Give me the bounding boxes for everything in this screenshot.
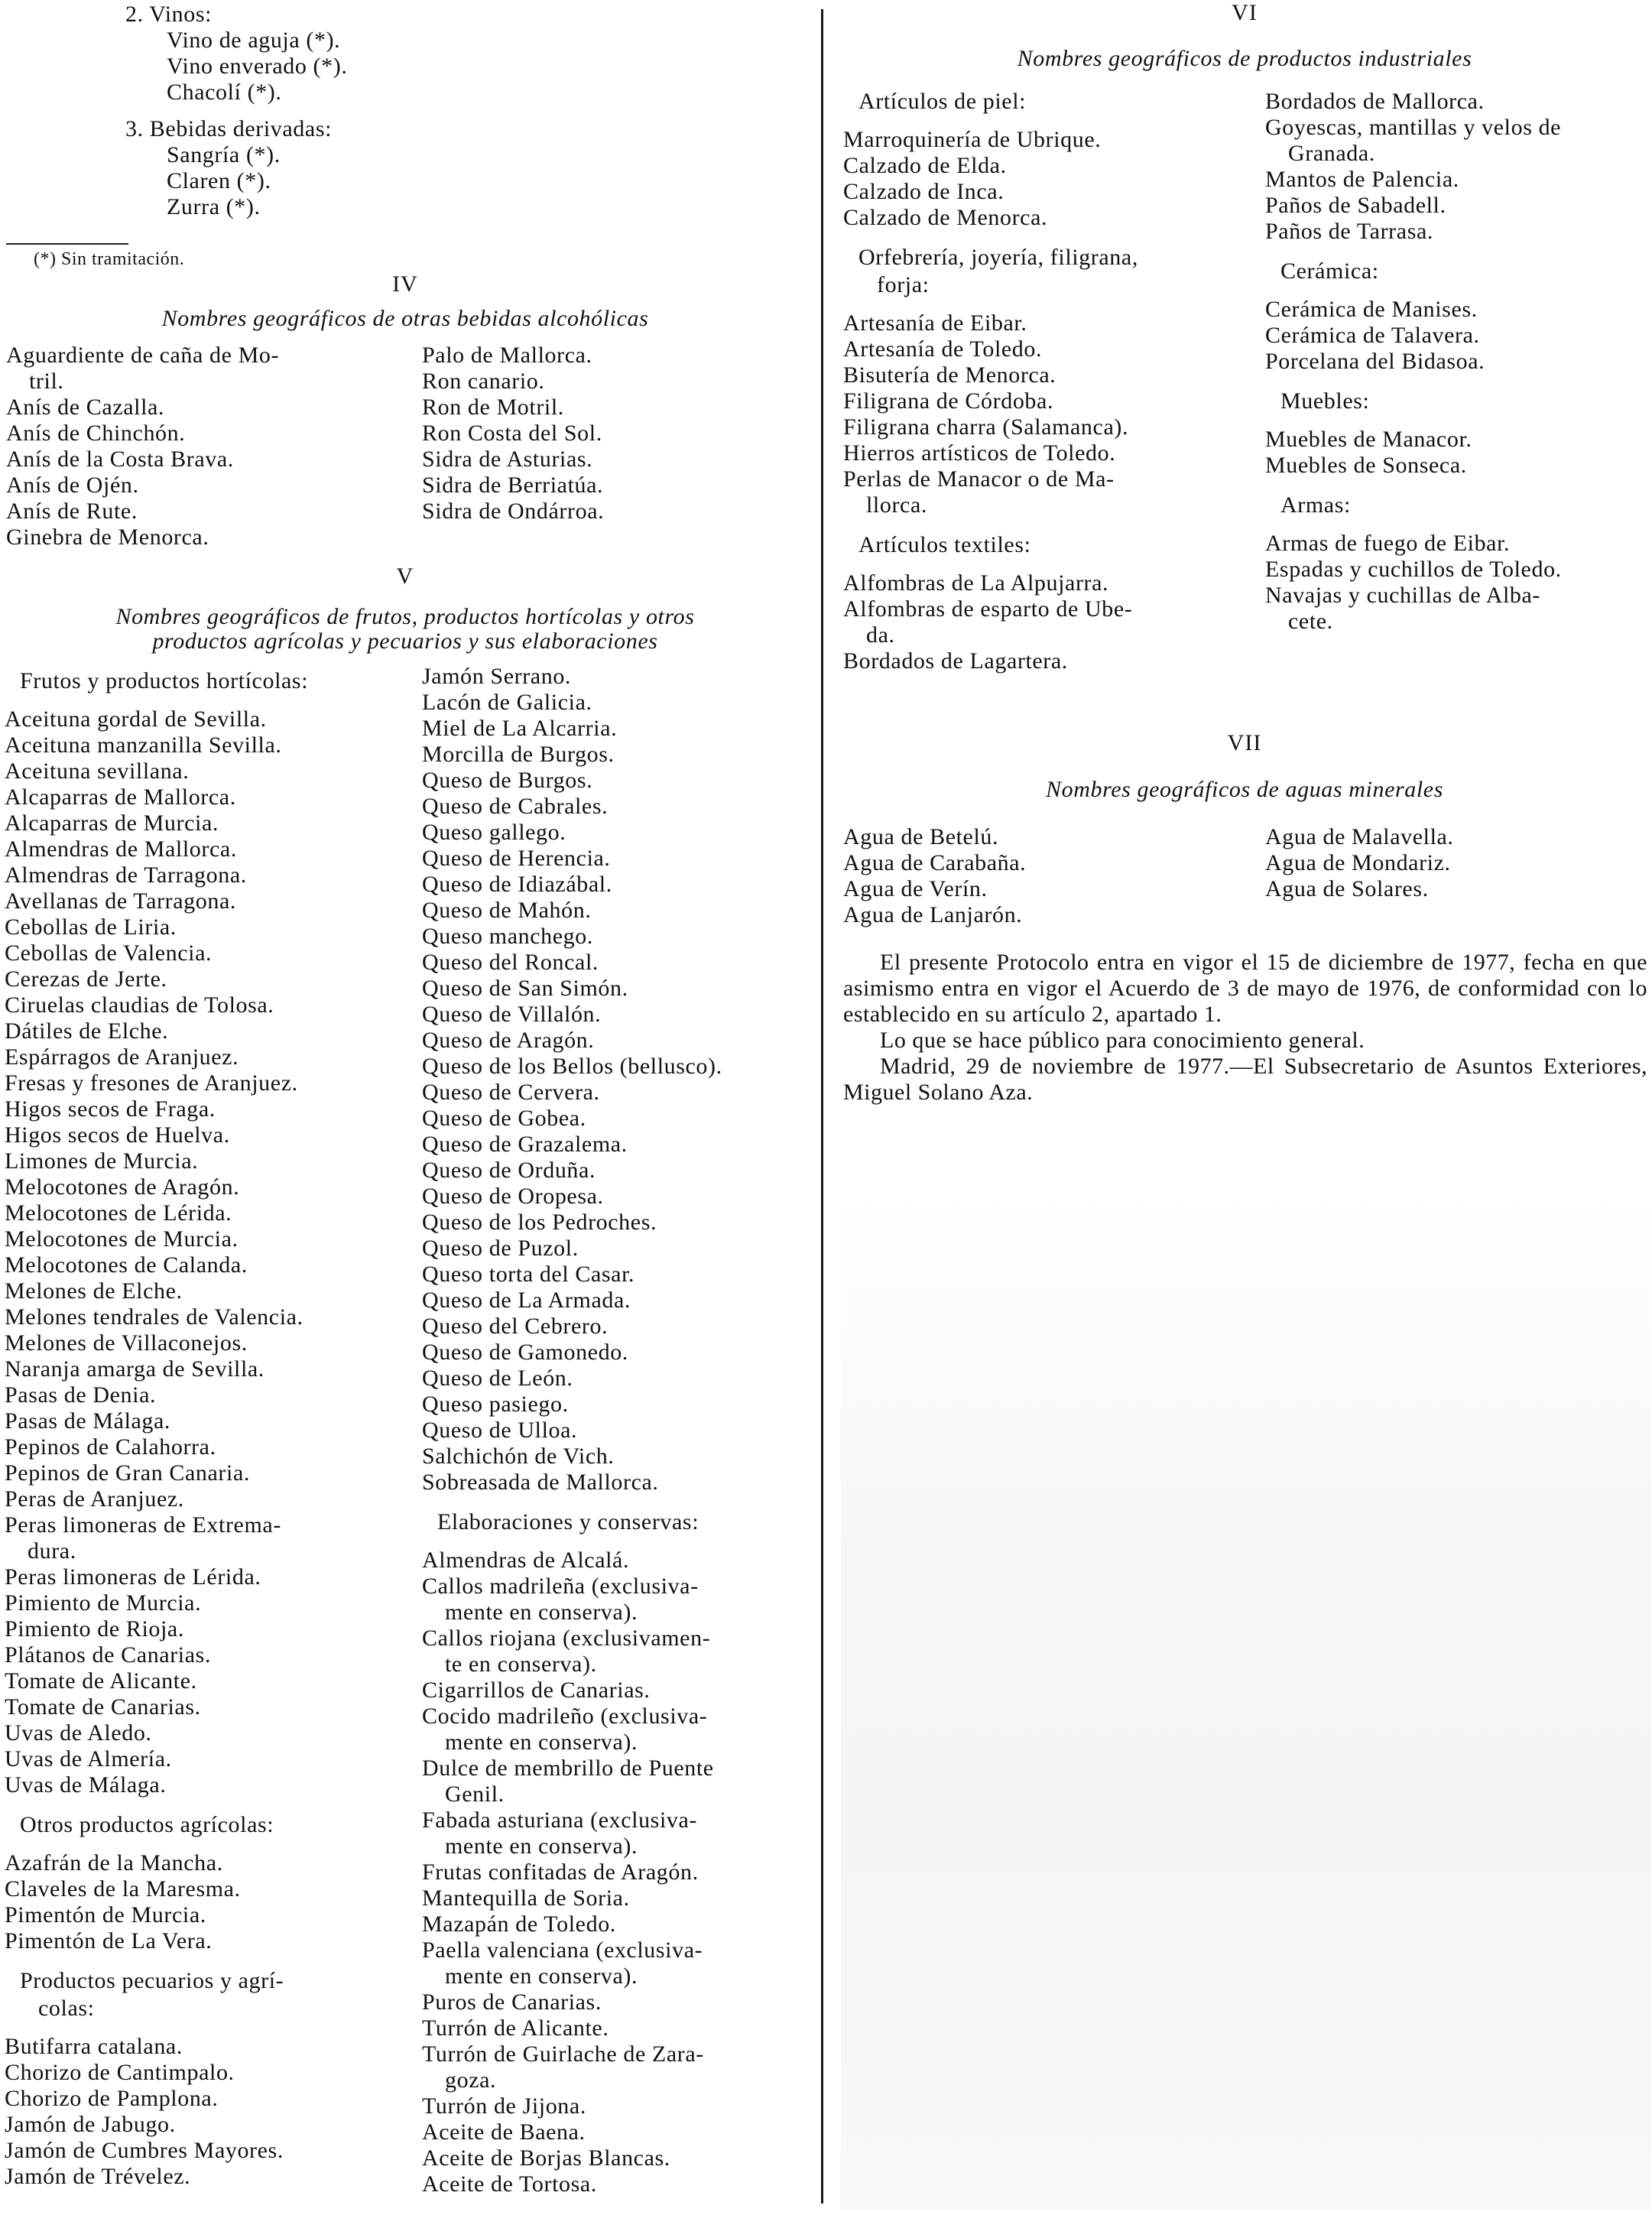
list-item: Queso pasiego. (422, 1392, 569, 1417)
list-item: Cocido madrileño (exclusiva- (422, 1703, 708, 1729)
subheading: Frutos y productos hortícolas: (20, 668, 309, 693)
list-item: Queso de Ulloa. (422, 1418, 578, 1443)
list-item: Navajas y cuchillas de Alba- (1265, 583, 1541, 608)
list-item: Pasas de Denia. (5, 1382, 157, 1408)
list-item: Jamón de Cumbres Mayores. (5, 2138, 284, 2163)
subheading: Otros productos agrícolas: (20, 1812, 274, 1837)
list-item: Sangría (*). (167, 142, 281, 167)
list-heading: 2. Vinos: (125, 2, 213, 27)
list-item: Vino de aguja (*). (167, 28, 341, 53)
subheading: Cerámica: (1280, 258, 1379, 284)
list-item: Filigrana de Córdoba. (843, 388, 1054, 414)
list-item: Filigrana charra (Salamanca). (843, 414, 1129, 440)
list-item: Anís de Chinchón. (6, 421, 186, 446)
list-item: Pepinos de Calahorra. (5, 1434, 216, 1460)
list-item: Agua de Carabaña. (843, 850, 1027, 875)
list-item: Aceituna gordal de Sevilla. (5, 706, 267, 732)
subheading-continuation: colas: (38, 1996, 95, 2021)
section-iv-title: Nombres geográficos de otras bebidas alcohólicas (161, 306, 649, 331)
list-item: Morcilla de Burgos. (422, 742, 615, 767)
list-item: Armas de fuego de Eibar. (1265, 531, 1511, 556)
list-item: Uvas de Almería. (5, 1746, 172, 1772)
subheading: Muebles: (1280, 388, 1370, 414)
list-item: Sobreasada de Mallorca. (422, 1470, 659, 1495)
list-item: Queso de Herencia. (422, 846, 611, 871)
list-item: Perlas de Manacor o de Ma- (843, 466, 1115, 492)
list-item: Melocotones de Murcia. (5, 1226, 239, 1252)
list-item: Muebles de Manacor. (1265, 427, 1472, 452)
list-item: Agua de Lanjarón. (843, 902, 1023, 927)
list-item: Artesanía de Toledo. (843, 336, 1043, 362)
list-item: Anís de Rute. (6, 499, 138, 524)
section-iv-list-a (6, 343, 404, 551)
list-item: Queso de Gamonedo. (422, 1340, 628, 1365)
list-item: Queso de los Pedroches. (422, 1210, 657, 1235)
list-item: Pasas de Málaga. (5, 1408, 171, 1434)
list-item: Alcaparras de Murcia. (5, 810, 219, 836)
section-vi-list-a (843, 89, 1241, 674)
list-item: Queso de Puzol. (422, 1236, 579, 1261)
list-item: Turrón de Guirlache de Zara- (422, 2041, 704, 2067)
list-item: Pimiento de Rioja. (5, 1616, 184, 1642)
list-item: Almendras de Tarragona. (5, 862, 247, 888)
list-item: Cebollas de Liria. (5, 914, 177, 940)
list-item: Uvas de Málaga. (5, 1772, 167, 1798)
list-item-continuation: Genil. (445, 1781, 505, 1807)
list-item: Artesanía de Eibar. (843, 310, 1027, 336)
section-vii-list-a (843, 824, 1241, 928)
list-item: Queso de Mahón. (422, 898, 592, 923)
list-item: Aguardiente de caña de Mo- (6, 343, 280, 368)
list-item: Agua de Mondariz. (1265, 850, 1451, 875)
section-vii-numeral: VII (1227, 730, 1262, 755)
list-item: Ron de Motril. (422, 395, 564, 420)
list-item: tril. (29, 369, 64, 394)
section-vi-title: Nombres geográficos de productos industriales (1017, 46, 1472, 71)
list-item: Hierros artísticos de Toledo. (843, 440, 1116, 466)
list-item: Queso del Cebrero. (422, 1314, 609, 1339)
section-v-title-line1: Nombres geográficos de frutos, productos hortícolas y otros (115, 604, 695, 629)
section-iv-numeral: IV (392, 271, 418, 297)
list-item: Queso de Aragón. (422, 1028, 595, 1053)
list-item: Alcaparras de Mallorca. (5, 784, 236, 810)
subheading: Armas: (1280, 492, 1351, 518)
list-item: Tomate de Alicante. (5, 1668, 197, 1694)
section-v-title-line2: productos agrícolas y pecuarios y sus elaboraciones (152, 628, 658, 654)
list-item: Callos madrileña (exclusiva- (422, 1574, 699, 1599)
list-item: Jamón de Trévelez. (5, 2164, 191, 2189)
list-item: Anís de Ojén. (6, 473, 139, 498)
list-item: Bisutería de Menorca. (843, 362, 1056, 388)
section-vii-list-b (1265, 824, 1652, 902)
list-item: Ginebra de Menorca. (6, 525, 209, 550)
list-item-continuation: Granada. (1288, 141, 1375, 166)
list-item: Mazapán de Toledo. (422, 1911, 616, 1937)
list-item: Queso de León. (422, 1366, 573, 1391)
list-item: Queso de Idiazábal. (422, 872, 612, 897)
list-item: Cebollas de Valencia. (5, 940, 213, 966)
list-item: Queso de Cabrales. (422, 794, 609, 819)
list-item: Agua de Verín. (843, 876, 988, 901)
list-item: Pepinos de Gran Canaria. (5, 1460, 250, 1486)
list-item: Almendras de Mallorca. (5, 836, 237, 862)
list-item: Almendras de Alcalá. (422, 1548, 630, 1573)
list-item-continuation: mente en conserva). (445, 1729, 638, 1755)
list-item-continuation: mente en conserva). (445, 1600, 638, 1625)
beverage-list (0, 0, 459, 220)
list-item: Aceituna manzanilla Sevilla. (5, 732, 282, 758)
list-item-continuation: dura. (28, 1538, 76, 1564)
subheading-continuation: forja: (877, 272, 930, 297)
list-item: Dátiles de Elche. (5, 1018, 169, 1044)
closing-paragraph-2: Lo que se hace público para conocimiento general. (880, 1028, 1365, 1053)
list-item: Avellanas de Tarragona. (5, 888, 236, 914)
section-vi-list-b (1265, 89, 1652, 635)
list-item-continuation: mente en conserva). (445, 1833, 638, 1859)
list-item: Queso manchego. (422, 924, 593, 949)
list-item: Butifarra catalana. (5, 2034, 183, 2059)
list-item: Higos secos de Huelva. (5, 1122, 230, 1148)
list-item: Ron canario. (422, 369, 545, 394)
list-item: Naranja amarga de Sevilla. (5, 1356, 265, 1382)
list-item: Aceite de Tortosa. (422, 2171, 597, 2197)
list-item: Uvas de Aledo. (5, 1720, 152, 1746)
list-item: Calzado de Inca. (843, 179, 1005, 204)
list-item: Queso de Burgos. (422, 768, 593, 793)
list-item: Callos riojana (exclusivamen- (422, 1626, 711, 1651)
list-item: Vino enverado (*). (167, 54, 348, 79)
column-divider (821, 9, 823, 2204)
list-item: Melones de Villaconejos. (5, 1330, 248, 1356)
list-heading: 3. Bebidas derivadas: (125, 116, 333, 141)
list-item: Jamón Serrano. (422, 664, 572, 689)
list-item: Aceite de Baena. (422, 2119, 586, 2145)
list-item: Queso de Gobea. (422, 1106, 586, 1131)
list-item: Peras de Aranjuez. (5, 1486, 184, 1512)
list-item: Agua de Solares. (1265, 876, 1429, 901)
list-item: Queso de Villalón. (422, 1002, 602, 1027)
list-item: Paños de Sabadell. (1265, 193, 1446, 218)
list-item: Calzado de Elda. (843, 153, 1007, 178)
list-item: Frutas confitadas de Aragón. (422, 1859, 699, 1885)
list-item: Chorizo de Pamplona. (5, 2086, 219, 2111)
closing-paragraph-1: El presente Protocolo entra en vigor el 15 de diciembre de 1977, fecha en que asimismo entra en vigor el Acuerdo de 3 de mayo de 1976, de conformidad con lo establecido en su artículo 2, apartado 1. (843, 950, 1647, 1027)
list-item: Mantos de Palencia. (1265, 167, 1459, 192)
list-item: Turrón de Alicante. (422, 2015, 609, 2041)
list-item: Paella valenciana (exclusiva- (422, 1937, 703, 1963)
list-item: Queso de Cervera. (422, 1080, 600, 1105)
list-item: Sidra de Ondárroa. (422, 499, 605, 524)
section-v-numeral: V (396, 563, 414, 589)
footnote: (*) Sin tramitación. (34, 249, 185, 269)
list-item: Porcelana del Bidasoa. (1265, 349, 1485, 374)
list-item: Bordados de Lagartera. (843, 648, 1068, 674)
list-item: Melocotones de Aragón. (5, 1174, 240, 1200)
list-item: Queso de los Bellos (bellusco). (422, 1054, 722, 1079)
list-item-continuation: cete. (1288, 609, 1333, 634)
subheading: Artículos textiles: (858, 532, 1031, 557)
list-item-continuation: te en conserva). (445, 1652, 597, 1677)
list-item: Fabada asturiana (exclusiva- (422, 1807, 697, 1833)
list-item: Anís de Cazalla. (6, 395, 165, 420)
list-item: Aceituna sevillana. (5, 758, 190, 784)
list-item: Queso de La Armada. (422, 1288, 631, 1313)
list-item: Ciruelas claudias de Tolosa. (5, 992, 274, 1018)
list-item: Marroquinería de Ubrique. (843, 127, 1102, 152)
list-item: Anís de la Costa Brava. (6, 447, 234, 472)
list-item: Cigarrillos de Canarias. (422, 1677, 651, 1703)
closing-text (843, 950, 1647, 1106)
list-item: Tomate de Canarias. (5, 1694, 201, 1720)
list-item: Ron Costa del Sol. (422, 421, 602, 446)
list-item: Sidra de Berriatúa. (422, 473, 604, 498)
list-item: Queso torta del Casar. (422, 1262, 635, 1287)
list-item: Turrón de Jijona. (422, 2093, 586, 2119)
list-item: Agua de Betelú. (843, 824, 999, 849)
subheading: Orfebrería, joyería, filigrana, (858, 245, 1138, 270)
list-item: Queso de Orduña. (422, 1158, 596, 1183)
list-item: Melocotones de Calanda. (5, 1252, 248, 1278)
list-item: Claveles de la Maresma. (5, 1876, 241, 1902)
list-item: Pimentón de Murcia. (5, 1902, 206, 1928)
list-item: Melocotones de Lérida. (5, 1200, 232, 1226)
footnote-rule (6, 243, 128, 245)
list-item: Chorizo de Cantimpalo. (5, 2060, 235, 2085)
list-item: Alfombras de La Alpujarra. (843, 570, 1109, 596)
list-item: Melones de Elche. (5, 1278, 183, 1304)
list-item: Peras limoneras de Extrema- (5, 1512, 281, 1538)
list-item: Lacón de Galicia. (422, 690, 592, 715)
list-item: Miel de La Alcarria. (422, 716, 618, 741)
list-item-continuation: mente en conserva). (445, 1963, 638, 1989)
list-item: Mantequilla de Soria. (422, 1885, 630, 1911)
list-item: Chacolí (*). (167, 80, 282, 105)
subheading: Productos pecuarios y agrí- (20, 1968, 284, 1993)
list-item-continuation: goza. (445, 2067, 497, 2093)
list-item: Peras limoneras de Lérida. (5, 1564, 261, 1590)
list-item: Cerezas de Jerte. (5, 966, 167, 992)
list-item: Espárragos de Aranjuez. (5, 1044, 239, 1070)
list-item: Fresas y fresones de Aranjuez. (5, 1070, 298, 1096)
section-v-list-a (5, 668, 417, 2190)
scan-shading (841, 1193, 1651, 2210)
list-item: Pimentón de La Vera. (5, 1928, 213, 1954)
list-item: Alfombras de esparto de Ube- (843, 596, 1133, 622)
section-vii-title: Nombres geográficos de aguas minerales (1046, 777, 1443, 802)
list-item: Sidra de Asturias. (422, 447, 593, 472)
list-item: Queso del Roncal. (422, 950, 599, 975)
list-item: Plátanos de Canarias. (5, 1642, 212, 1668)
list-item: Bordados de Mallorca. (1265, 89, 1485, 114)
list-item: Puros de Canarias. (422, 1989, 602, 2015)
list-item: Claren (*). (167, 168, 271, 193)
list-item: Limones de Murcia. (5, 1148, 199, 1174)
subheading: Artículos de piel: (858, 89, 1027, 114)
section-vi-numeral: VI (1232, 0, 1258, 25)
section-iv-list-b (422, 343, 804, 525)
list-item: Dulce de membrillo de Puente (422, 1755, 714, 1781)
section-v-list-b (422, 664, 808, 2197)
list-item: Cerámica de Talavera. (1265, 323, 1480, 348)
list-item: Goyescas, mantillas y velos de (1265, 115, 1562, 140)
list-item: Queso de Oropesa. (422, 1184, 604, 1209)
list-item: Palo de Mallorca. (422, 343, 592, 368)
subheading: Elaboraciones y conservas: (437, 1509, 699, 1535)
list-item: Queso de San Simón. (422, 976, 628, 1001)
list-item: Azafrán de la Mancha. (5, 1850, 223, 1876)
list-item: Aceite de Borjas Blancas. (422, 2145, 670, 2171)
list-item: Queso de Grazalema. (422, 1132, 628, 1157)
list-item: Melones tendrales de Valencia. (5, 1304, 303, 1330)
list-item: Paños de Tarrasa. (1265, 219, 1433, 244)
closing-paragraph-3: Madrid, 29 de noviembre de 1977.—El Subsecretario de Asuntos Exteriores, Miguel Solano Aza. (843, 1054, 1647, 1105)
list-item: Higos secos de Fraga. (5, 1096, 216, 1122)
list-item: Jamón de Jabugo. (5, 2112, 176, 2137)
list-item: Calzado de Menorca. (843, 205, 1048, 230)
list-item: Muebles de Sonseca. (1265, 453, 1467, 478)
list-item: Zurra (*). (167, 194, 261, 219)
list-item-continuation: da. (866, 622, 895, 648)
list-item: Espadas y cuchillos de Toledo. (1265, 557, 1562, 582)
list-item: Salchichón de Vich. (422, 1444, 615, 1469)
list-item: Pimiento de Murcia. (5, 1590, 202, 1616)
list-item: Agua de Malavella. (1265, 824, 1454, 849)
list-item: Queso gallego. (422, 820, 566, 845)
list-item-continuation: llorca. (866, 492, 927, 518)
list-item: Cerámica de Manises. (1265, 297, 1478, 322)
